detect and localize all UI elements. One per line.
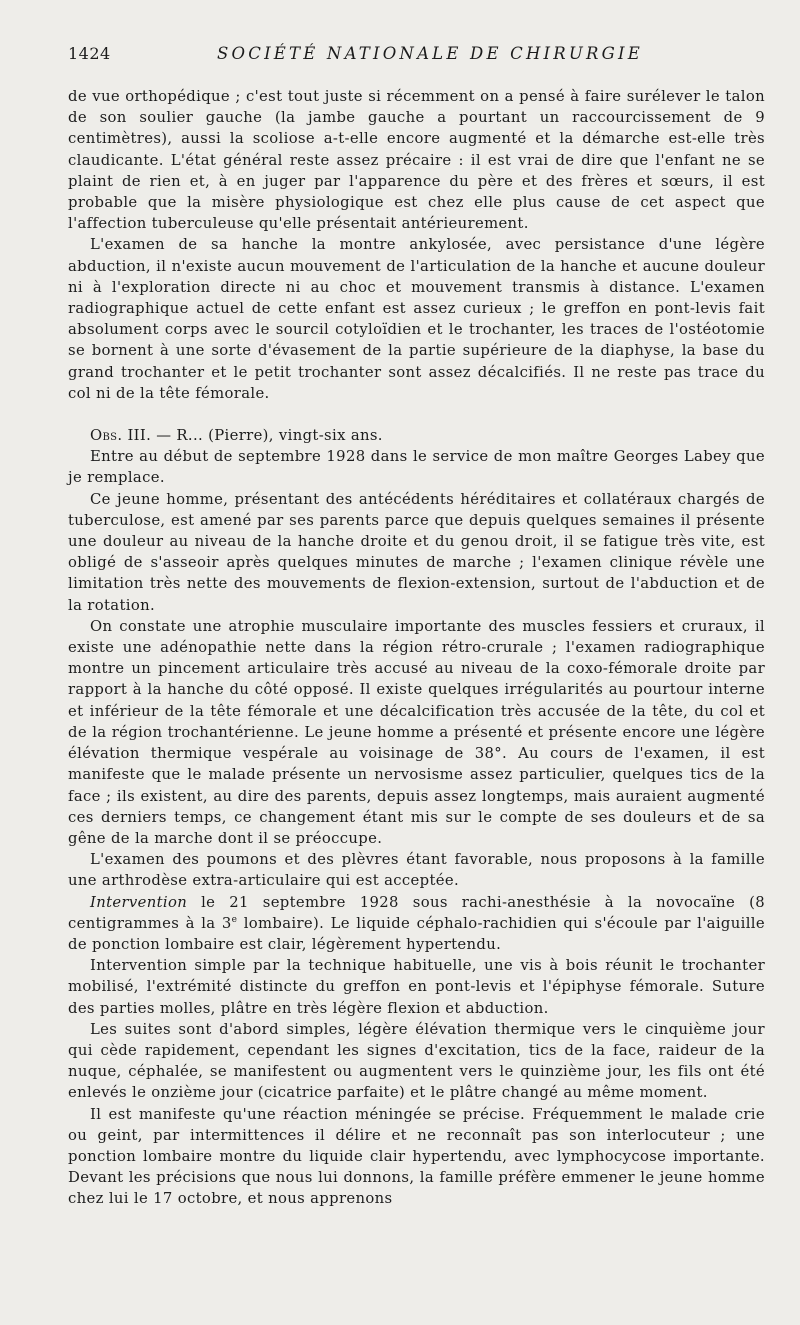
page-number: 1424 (68, 44, 111, 63)
observation-patient: — R... (Pierre), vingt-six ans. (151, 427, 383, 445)
page-header (68, 44, 762, 68)
paragraph-meningeal: Il est manifeste qu'une réaction méningée se précise. Fréquemment le malade crie ou geint, par intermittences il délire et ne reconnaît pas son interlocuteur ; une ponction lombaire montre du liquide clair hypertendu, avec lymphocycose importante. Devant les précisions que nous lui donnons, la famille préfère emmener le jeune homme chez lui le 17 octobre, et nous apprenons (68, 1105, 765, 1208)
paragraph-intervention (68, 892, 765, 956)
intervention-text-a: le 21 septembre 1928 sous rachi-anesthésie à la novocaïne (8 centigrammes à la 3 (68, 893, 765, 932)
intervention-text-b: lombaire). Le liquide céphalo-rachidien qui s'écoule par l'aiguille de ponction lombaire est clair, légèrement hypertendu. (68, 914, 765, 953)
ordinal-superscript: e (231, 914, 238, 925)
intervention-label: Intervention (90, 893, 188, 911)
observation-heading (68, 425, 765, 446)
paragraph-postop: Les suites sont d'abord simples, légère élévation thermique vers le cinquième jour qui cède rapidement, cependant les signes d'excitation, tics de la face, raideur de la nuque, céphalée, se manifestent ou augmentent vers le quinzième jour, les fils ont été enlevés le onzième jour (cicatrice parfaite) et le plâtre changé au même moment. (68, 1020, 765, 1102)
running-title: SOCIÉTÉ NATIONALE DE CHIRURGIE (217, 44, 643, 63)
paragraph-findings: On constate une atrophie musculaire importante des muscles fessiers et cruraux, il existe une adénopathie nette dans la région rétro-crurale ; l'examen radiographique montre un pincement articulaire très accusé au niveau de la coxo-fémorale droite par rapport à la hanche du côté opposé. Il existe quelques irrégularités au pourtour interne et inférieur de la tête fémorale et une décalcification très accusée de la tête, du col et de la région trochantérienne. Le jeune homme a présenté et présente encore une légère élévation thermique vespérale au voisinage de 38°. Au cours de l'examen, il est manifeste que le malade présente un nervosisme assez particulier, quelques tics de la face ; ils existent, au dire des parents, depuis assez longtemps, mais auraient augmenté ces derniers temps, ce changement étant mis sur le compte de ses douleurs et de sa gêne de la marche dont il se préoccupe. (68, 617, 765, 847)
paragraph-history: Ce jeune homme, présentant des antécédents héréditaires et collatéraux chargés de tuberculose, est amené par ses parents parce que depuis quelques semaines il présente une douleur au niveau de la hanche droite et du genou droit, il se fatigue très vite, est obligé de s'asseoir après quelques minutes de marche ; l'examen clinique révèle une limitation très nette des mouvements de flexion-extension, surtout de l'abduction et de la rotation. (68, 490, 765, 614)
paragraph-admission: Entre au début de septembre 1928 dans le service de mon maître Georges Labey que je remplace. (68, 448, 765, 487)
observation-label: Obs. III. (90, 427, 152, 445)
paragraph-proposal: L'examen des poumons et des plèvres étant favorable, nous proposons à la famille une arthrodèse extra-articulaire qui est acceptée. (68, 851, 765, 890)
body-text (68, 86, 765, 1210)
paragraph-hip-exam: L'examen de sa hanche la montre ankylosée, avec persistance d'une légère abduction, il n'existe aucun mouvement de l'articulation de la hanche et aucune douleur ni à l'exploration directe ni au choc et mouvement transmis à distance. L'examen radiographique actuel de cette enfant est assez curieux ; le greffon en pont-levis fait absolument corps avec le sourcil cotyloïdien et le trochanter, les traces de l'ostéotomie se bornent à une sorte d'évasement de la partie supérieure de la diaphyse, la base du grand trochanter et le petit trochanter sont assez décalcifiés. Il ne reste pas trace du col ni de la tête fémorale. (68, 236, 765, 402)
paragraph-continuation: de vue orthopédique ; c'est tout juste si récemment on a pensé à faire surélever le talon de son soulier gauche (la jambe gauche a pourtant un raccourcissement de 9 centimètres), aussi la scoliose a-t-elle encore augmenté et la démarche est-elle très claudicante. L'état général reste assez précaire : il est vrai de dire que l'enfant ne se plaint de rien et, à en juger par l'apparence du père et des frères et sœurs, il est probable que la misère physiologique est chez elle plus cause de cet aspect que l'affection tuberculeuse qu'elle présentait antérieurement. (68, 88, 765, 233)
paragraph-technique: Intervention simple par la technique habituelle, une vis à bois réunit le trochanter mobilisé, l'extrémité distincte du greffon en pont-levis et l'épiphyse fémorale. Suture des parties molles, plâtre en très légère flexion et abduction. (68, 957, 765, 1017)
